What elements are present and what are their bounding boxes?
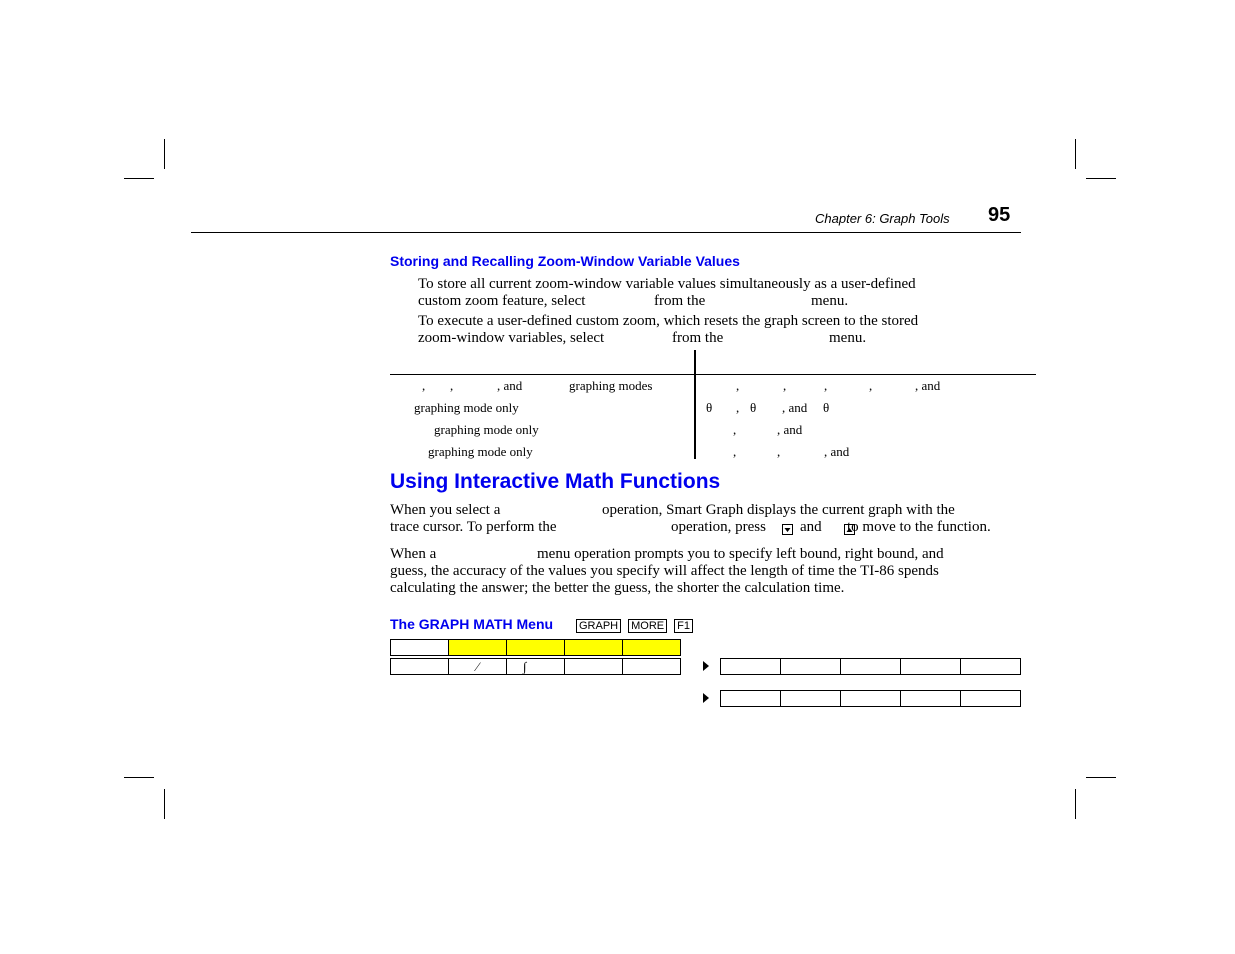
section-heading-interactive: Using Interactive Math Functions: [390, 470, 721, 493]
table-cell: , and: [824, 444, 850, 459]
more-arrow-icon: [703, 661, 709, 671]
paragraph-line: calculating the answer; the better the guess, the shorter the calculation time.: [390, 580, 845, 596]
menu-row-more-1: [720, 658, 1021, 675]
crop-mark: [1075, 789, 1076, 819]
menu-cell-highlight[interactable]: [622, 639, 681, 656]
menu-cell-highlight[interactable]: [506, 639, 565, 656]
crop-mark: [164, 789, 165, 819]
section-heading-graph-math: The GRAPH MATH Menu: [390, 616, 554, 632]
paragraph-line: zoom-window variables, select: [418, 330, 605, 346]
table-cell: , and: [777, 422, 803, 437]
menu-cell[interactable]: [840, 690, 901, 707]
table-cell: , and: [915, 378, 941, 393]
table-cell: graphing modes: [569, 378, 653, 393]
table-cell: ,: [824, 378, 828, 393]
menu-row-more-2: [720, 690, 1021, 707]
menu-cell-highlight[interactable]: [448, 639, 507, 656]
menu-cell[interactable]: [780, 690, 841, 707]
paragraph-line: guess, the accuracy of the values you specify will affect the length of time the TI-86 spends: [390, 563, 939, 579]
table-cell: ,: [783, 378, 787, 393]
menu-cell[interactable]: [840, 658, 901, 675]
table-cell: ,: [422, 378, 426, 393]
crop-mark: [124, 178, 154, 179]
crop-mark: [1075, 139, 1076, 169]
table-cell: ,: [736, 400, 740, 415]
graph-key: GRAPH: [576, 619, 621, 633]
paragraph-line: operation, Smart Graph displays the current graph with the: [602, 502, 955, 518]
menu-cell[interactable]: [622, 658, 681, 675]
paragraph-line: from the: [672, 330, 724, 346]
paragraph-line: menu.: [811, 293, 849, 309]
menu-cell[interactable]: [564, 658, 623, 675]
paragraph-line: custom zoom feature, select: [418, 293, 586, 309]
paragraph-line: to move to the function.: [847, 519, 991, 535]
header-rule: [191, 232, 1021, 233]
more-arrow-icon: [703, 693, 709, 703]
table-rule: [390, 374, 1036, 375]
theta-symbol: θ: [750, 400, 757, 415]
table-cell: , and: [782, 400, 808, 415]
table-cell: ,: [869, 378, 873, 393]
menu-row-main: [390, 658, 681, 675]
menu-cell[interactable]: [390, 658, 449, 675]
menu-cell[interactable]: [720, 690, 781, 707]
paragraph-line: and: [800, 519, 822, 535]
page-number: 95: [988, 204, 1011, 226]
f1-key: F1: [674, 619, 693, 633]
table-cell: ,: [450, 378, 454, 393]
paragraph-line: When you select a: [390, 502, 501, 518]
paragraph-line: To execute a user-defined custom zoom, which resets the graph screen to the stored: [418, 313, 919, 329]
theta-symbol: θ: [823, 400, 830, 415]
menu-cell-highlight[interactable]: [564, 639, 623, 656]
paragraph-line: trace cursor. To perform the: [390, 519, 557, 535]
section-heading-storing: Storing and Recalling Zoom-Window Variable Values: [390, 253, 740, 269]
menu-cell[interactable]: [900, 658, 961, 675]
paragraph-line: menu.: [829, 330, 867, 346]
table-cell: ,: [733, 422, 737, 437]
table-cell: graphing mode only: [434, 422, 539, 437]
table-cell: ,: [777, 444, 781, 459]
crop-mark: [124, 777, 154, 778]
menu-row-top: [390, 639, 681, 656]
key-sequence: [576, 617, 693, 635]
down-arrow-key-icon: [782, 524, 793, 535]
menu-cell[interactable]: [960, 690, 1021, 707]
paragraph-line: To store all current zoom-window variable values simultaneously as a user-defined: [418, 276, 916, 292]
theta-symbol: θ: [706, 400, 713, 415]
table-cell: graphing mode only: [414, 400, 519, 415]
crop-mark: [164, 139, 165, 169]
chapter-title: Chapter 6: Graph Tools: [815, 211, 950, 226]
paragraph-line: from the: [654, 293, 706, 309]
table-cell: ,: [733, 444, 737, 459]
menu-cell[interactable]: [390, 639, 449, 656]
paragraph-line: operation, press: [671, 519, 766, 535]
menu-cell[interactable]: [900, 690, 961, 707]
menu-cell[interactable]: [780, 658, 841, 675]
menu-cell-derivative[interactable]: ⁄: [448, 658, 507, 675]
paragraph-line: When a: [390, 546, 437, 562]
menu-cell[interactable]: [720, 658, 781, 675]
paragraph-line: menu operation prompts you to specify left bound, right bound, and: [537, 546, 944, 562]
more-key: MORE: [628, 619, 667, 633]
table-cell: ,: [736, 378, 740, 393]
menu-cell[interactable]: [960, 658, 1021, 675]
table-divider: [694, 350, 696, 459]
table-cell: graphing mode only: [428, 444, 533, 459]
table-cell: , and: [497, 378, 523, 393]
crop-mark: [1086, 178, 1116, 179]
menu-cell-integral[interactable]: ∫: [506, 658, 565, 675]
crop-mark: [1086, 777, 1116, 778]
